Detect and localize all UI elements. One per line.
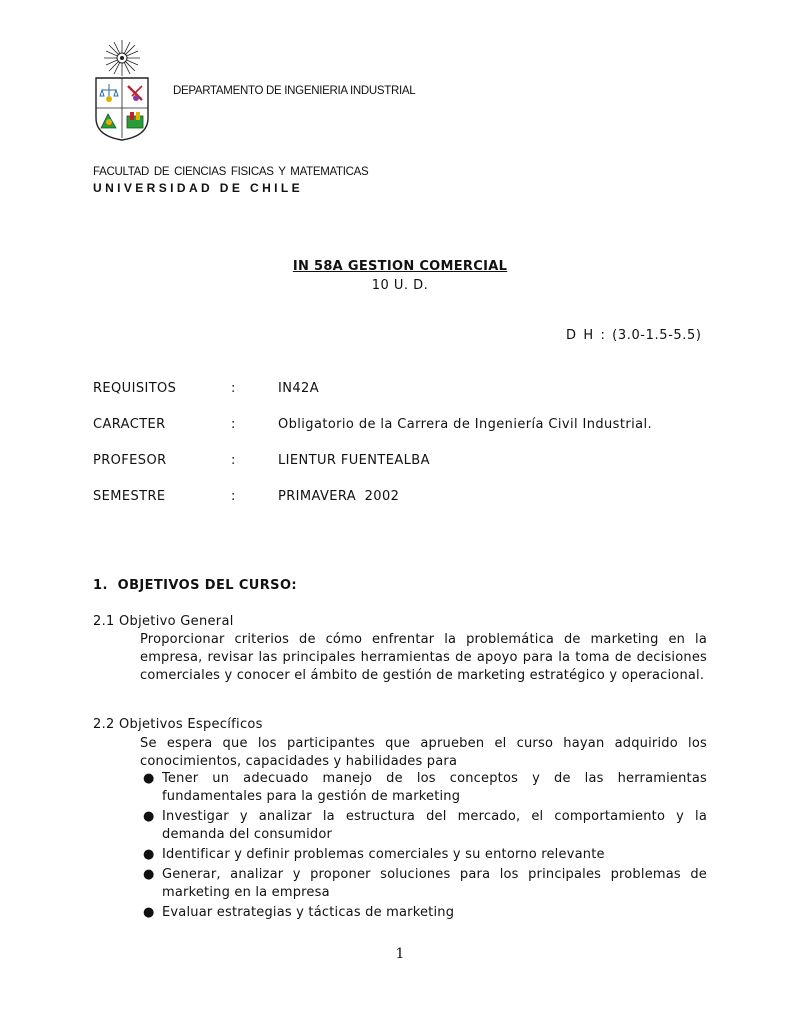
paragraph-objetivo-general: Proporcionar criterios de cómo enfrentar la problemática de marketing en la empresa, revisar las principales herramientas de apoyo para la toma de decisiones comerciales y conocer el ámbito de gestión de marketing estratégico y operacional. xyxy=(140,632,707,683)
list-item xyxy=(140,808,707,844)
info-colon: : xyxy=(231,417,236,432)
list-item-text: Generar, analizar y proponer soluciones para los principales problemas de marketing en la empresa xyxy=(162,867,707,900)
paragraph-objetivos-intro: Se espera que los participantes que aprueben el curso hayan adquirido los conocimientos, capacidades y habilidades para xyxy=(140,736,707,769)
objectives-bullet-list xyxy=(140,770,707,924)
info-value: PRIMAVERA 2002 xyxy=(278,489,400,504)
info-value: Obligatorio de la Carrera de Ingeniería Civil Industrial. xyxy=(278,417,653,432)
course-units: 10 U. D. xyxy=(371,278,429,293)
list-item xyxy=(140,904,707,922)
course-hours: D H : (3.0-1.5-5.5) xyxy=(566,328,702,343)
subheading-objetivos-especificos: 2.2 Objetivos Específicos xyxy=(93,717,263,732)
university-crest-logo xyxy=(92,38,152,142)
info-colon: : xyxy=(231,381,236,396)
info-colon: : xyxy=(231,489,236,504)
info-label: REQUISITOS xyxy=(93,381,177,396)
course-title: IN 58A GESTION COMERCIAL xyxy=(292,259,508,274)
department-name: DEPARTAMENTO DE INGENIERIA INDUSTRIAL xyxy=(173,85,416,97)
list-item-text: Investigar y analizar la estructura del mercado, el comportamiento y la demanda del consumidor xyxy=(162,809,707,842)
bullet-icon: ● xyxy=(143,847,155,862)
bullet-icon: ● xyxy=(143,771,155,786)
info-value: LIENTUR FUENTEALBA xyxy=(278,453,430,468)
bullet-icon: ● xyxy=(143,867,155,882)
list-item-text: Evaluar estrategias y tácticas de marketing xyxy=(162,905,455,920)
bullet-icon: ● xyxy=(143,809,155,824)
info-label: PROFESOR xyxy=(93,453,167,468)
bullet-icon: ● xyxy=(143,905,155,920)
page-number: 1 xyxy=(395,946,405,962)
info-value: IN42A xyxy=(278,381,319,396)
section-heading-objetivos: 1. OBJETIVOS DEL CURSO: xyxy=(93,578,297,593)
faculty-name: FACULTAD DE CIENCIAS FISICAS Y MATEMATICAS xyxy=(93,166,369,178)
subheading-objetivo-general: 2.1 Objetivo General xyxy=(93,614,234,629)
university-name: UNIVERSIDAD DE CHILE xyxy=(93,181,304,195)
list-item-text: Identificar y definir problemas comerciales y su entorno relevante xyxy=(162,847,605,862)
list-item xyxy=(140,866,707,902)
info-colon: : xyxy=(231,453,236,468)
list-item-text: Tener un adecuado manejo de los conceptos y de las herramientas fundamentales para la gestión de marketing xyxy=(162,771,707,804)
list-item xyxy=(140,770,707,806)
list-item xyxy=(140,846,707,864)
info-label: CARACTER xyxy=(93,417,166,432)
info-label: SEMESTRE xyxy=(93,489,166,504)
